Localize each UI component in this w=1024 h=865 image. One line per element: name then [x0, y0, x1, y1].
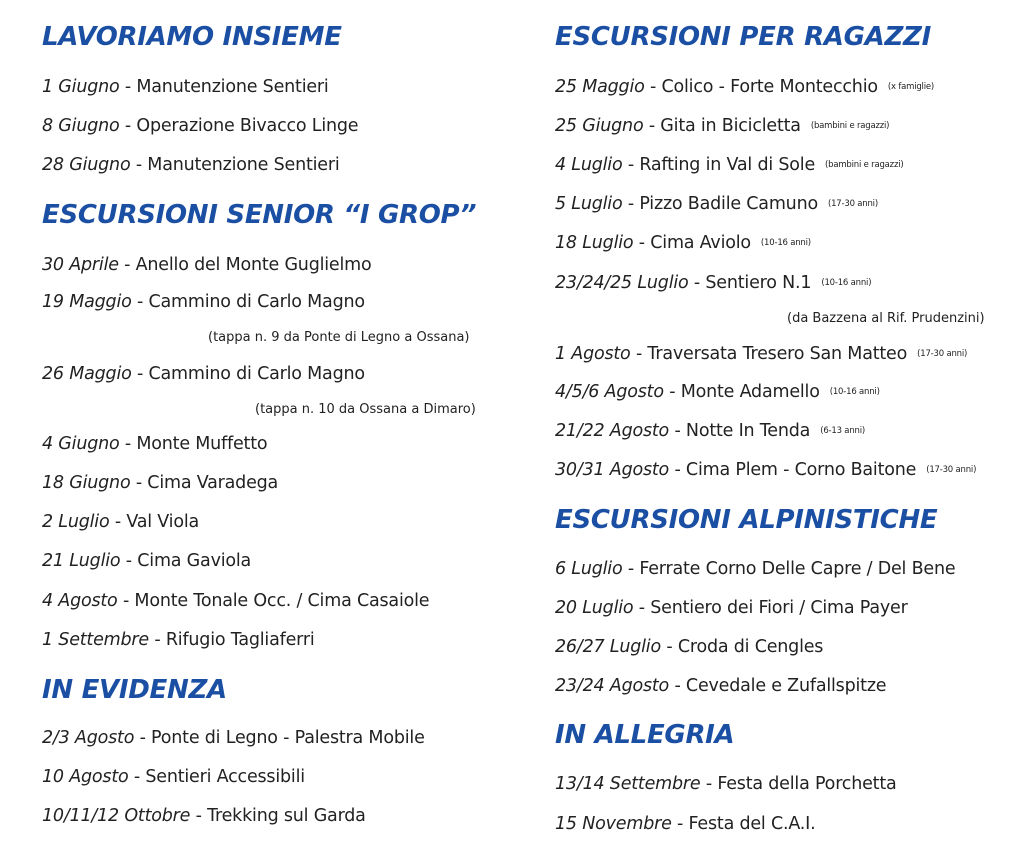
entry-date: 1 Settembre	[42, 630, 149, 650]
entry-separator: -	[630, 344, 648, 364]
entry-note: (17-30 anni)	[917, 349, 968, 359]
entry-separator: -	[131, 364, 149, 384]
entry-title: Ponte di Legno - Palestra Mobile	[151, 728, 425, 748]
entry-separator: -	[120, 551, 138, 571]
entry-title: Sentieri Accessibili	[145, 767, 305, 787]
entry-separator: -	[669, 460, 686, 480]
list-item	[555, 273, 871, 293]
entry-title: Operazione Bivacco Linge	[136, 116, 359, 136]
entry-title: Gita in Bicicletta	[660, 116, 801, 136]
entry-date: 2/3 Agosto	[42, 728, 135, 748]
list-item	[42, 512, 199, 532]
entry-separator: -	[622, 194, 640, 214]
entry-title: Cima Aviolo	[650, 233, 751, 253]
entry-date: 23/24/25 Luglio	[555, 273, 689, 293]
section-title-ragazzi: ESCURSIONI PER RAGAZZI	[555, 22, 931, 52]
list-item	[42, 255, 372, 275]
entry-separator: -	[130, 473, 148, 493]
entry-separator: -	[633, 233, 651, 253]
entry-separator: -	[118, 255, 136, 275]
entry-date: 25 Maggio	[555, 77, 645, 97]
entry-note: (17-30 anni)	[827, 199, 878, 209]
entry-title: Sentiero dei Fiori / Cima Payer	[650, 598, 908, 618]
entry-separator: -	[688, 273, 706, 293]
list-item	[42, 728, 425, 748]
entry-separator: -	[119, 116, 137, 136]
entry-separator: -	[669, 676, 686, 696]
entry-date: 19 Maggio	[42, 292, 132, 312]
list-item	[555, 774, 897, 794]
entry-separator: -	[109, 512, 127, 532]
entry-date: 4/5/6 Agosto	[555, 382, 664, 402]
list-item	[42, 434, 267, 454]
entry-separator: -	[190, 806, 208, 826]
entry-date: 1 Giugno	[42, 77, 120, 97]
entry-subnote: (da Bazzena al Rif. Prudenzini)	[787, 311, 985, 326]
entry-separator: -	[134, 728, 152, 748]
entry-title: Croda di Cengles	[677, 637, 824, 657]
entry-note: (x famiglie)	[887, 82, 935, 92]
entry-title: Festa del C.A.I.	[688, 814, 816, 834]
entry-separator: -	[663, 382, 681, 402]
entry-note: (10-16 anni)	[829, 387, 880, 397]
entry-date: 28 Giugno	[42, 155, 131, 175]
entry-date: 25 Giugno	[555, 116, 644, 136]
entry-date: 8 Giugno	[42, 116, 120, 136]
entry-title: Cima Plem - Corno Baitone	[685, 460, 917, 480]
entry-title: Monte Muffetto	[136, 434, 268, 454]
entry-separator: -	[644, 77, 662, 97]
list-item	[42, 473, 278, 493]
list-item	[555, 460, 976, 480]
entry-title: Traversata Tresero San Matteo	[647, 344, 908, 364]
entry-date: 30 Aprile	[42, 255, 119, 275]
entry-title: Manutenzione Sentieri	[136, 77, 329, 97]
entry-date: 18 Luglio	[555, 233, 634, 253]
entry-date: 18 Giugno	[42, 473, 131, 493]
entry-title: Trekking sul Garda	[207, 806, 366, 826]
list-item	[42, 364, 365, 384]
list-item	[555, 598, 908, 618]
entry-title: Cima Varadega	[147, 473, 279, 493]
entry-title: Notte In Tenda	[685, 421, 811, 441]
entry-title: Cammino di Carlo Magno	[148, 292, 365, 312]
entry-title: Cammino di Carlo Magno	[148, 364, 365, 384]
entry-title: Rifugio Tagliaferri	[165, 630, 315, 650]
entry-date: 2 Luglio	[42, 512, 110, 532]
section-title-alpinistiche: ESCURSIONI ALPINISTICHE	[555, 505, 938, 535]
section-title-evidenza: IN EVIDENZA	[42, 675, 227, 705]
list-item	[555, 116, 889, 136]
list-item	[42, 551, 251, 571]
list-item	[555, 637, 823, 657]
entry-date: 30/31 Agosto	[555, 460, 670, 480]
entry-date: 13/14 Settembre	[555, 774, 701, 794]
entry-note: (6-13 anni)	[820, 426, 865, 436]
entry-title: Festa della Porchetta	[717, 774, 897, 794]
entry-title: Manutenzione Sentieri	[147, 155, 340, 175]
list-item	[555, 77, 934, 97]
entry-separator: -	[130, 155, 148, 175]
entry-title: Cevedale e Zufallspitze	[685, 676, 887, 696]
entry-title: Sentiero N.1	[705, 273, 812, 293]
entry-separator: -	[643, 116, 661, 136]
entry-title: Colico - Forte Montecchio	[661, 77, 878, 97]
entry-subnote: (tappa n. 9 da Ponte di Legno a Ossana)	[208, 330, 470, 345]
entry-date: 10/11/12 Ottobre	[42, 806, 191, 826]
entry-separator: -	[119, 434, 137, 454]
list-item	[42, 77, 329, 97]
entry-separator: -	[119, 77, 137, 97]
entry-date: 21/22 Agosto	[555, 421, 670, 441]
section-title-lavoriamo: LAVORIAMO INSIEME	[42, 22, 342, 52]
entry-date: 23/24 Agosto	[555, 676, 670, 696]
entry-date: 6 Luglio	[555, 559, 623, 579]
list-item	[42, 292, 365, 312]
entry-title: Rafting in Val di Sole	[639, 155, 816, 175]
list-item	[42, 767, 305, 787]
section-title-allegria: IN ALLEGRIA	[555, 720, 735, 750]
entry-separator: -	[660, 637, 678, 657]
entry-separator: -	[671, 814, 689, 834]
entry-separator: -	[117, 591, 135, 611]
entry-note: (10-16 anni)	[821, 278, 872, 288]
entry-separator: -	[128, 767, 146, 787]
entry-note: (17-30 anni)	[926, 465, 977, 475]
entry-date: 20 Luglio	[555, 598, 634, 618]
entry-date: 26 Maggio	[42, 364, 132, 384]
entry-date: 1 Agosto	[555, 344, 631, 364]
entry-separator: -	[622, 559, 640, 579]
list-item	[42, 116, 358, 136]
entry-title: Anello del Monte Guglielmo	[135, 255, 372, 275]
entry-separator: -	[148, 630, 166, 650]
entry-date: 4 Agosto	[42, 591, 118, 611]
list-item	[42, 806, 366, 826]
entry-separator: -	[669, 421, 686, 441]
entry-title: Pizzo Badile Camuno	[639, 194, 818, 214]
entry-date: 4 Giugno	[42, 434, 120, 454]
entry-separator: -	[700, 774, 718, 794]
entry-date: 26/27 Luglio	[555, 637, 661, 657]
list-item	[555, 676, 886, 696]
entry-separator: -	[633, 598, 651, 618]
entry-note: (bambini e ragazzi)	[825, 160, 904, 170]
list-item	[555, 194, 878, 214]
list-item	[42, 591, 429, 611]
list-item	[555, 233, 811, 253]
list-item	[555, 814, 816, 834]
entry-title: Val Viola	[126, 512, 200, 532]
entry-title: Monte Adamello	[680, 382, 820, 402]
entry-title: Ferrate Corno Delle Capre / Del Bene	[639, 559, 956, 579]
entry-date: 21 Luglio	[42, 551, 121, 571]
entry-date: 4 Luglio	[555, 155, 623, 175]
list-item	[555, 344, 967, 364]
entry-note: (bambini e ragazzi)	[810, 121, 890, 131]
list-item	[555, 382, 880, 402]
entry-note: (10-16 anni)	[760, 238, 811, 248]
section-title-senior: ESCURSIONI SENIOR “I GROP”	[42, 200, 477, 230]
entry-subnote: (tappa n. 10 da Ossana a Dimaro)	[255, 402, 476, 417]
entry-title: Cima Gaviola	[137, 551, 252, 571]
entry-date: 5 Luglio	[555, 194, 623, 214]
list-item	[555, 155, 903, 175]
entry-title: Monte Tonale Occ. / Cima Casaiole	[134, 591, 430, 611]
list-item	[42, 630, 315, 650]
entry-date: 10 Agosto	[42, 767, 129, 787]
list-item	[555, 559, 955, 579]
entry-separator: -	[131, 292, 149, 312]
list-item	[42, 155, 340, 175]
entry-date: 15 Novembre	[555, 814, 672, 834]
list-item	[555, 421, 865, 441]
entry-separator: -	[622, 155, 640, 175]
